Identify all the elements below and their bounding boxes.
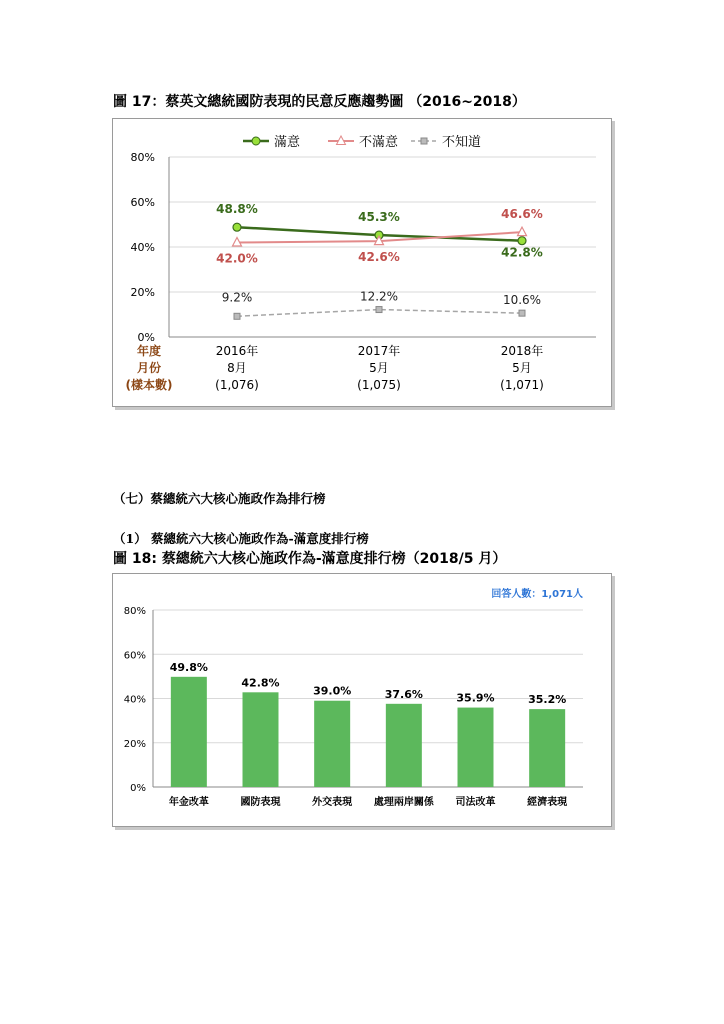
respondents-note: 回答人數：1,071人 xyxy=(491,589,583,600)
row-label: 年度 xyxy=(136,344,162,358)
row-label: 月份 xyxy=(136,361,162,375)
line-chart xyxy=(113,119,611,406)
y-tick-label: 60% xyxy=(123,650,146,662)
bar xyxy=(386,704,422,787)
bar-value-label: 42.8% xyxy=(241,676,280,690)
bar-chart xyxy=(113,574,611,826)
y-tick-label: 80% xyxy=(130,151,155,164)
data-label: 42.6% xyxy=(358,250,400,265)
category-label: 司法改革 xyxy=(455,797,496,808)
data-label: 10.6% xyxy=(502,293,542,308)
data-label: 42.0% xyxy=(216,251,258,266)
y-tick-label: 40% xyxy=(130,241,155,254)
x-tick-label: (1,071) xyxy=(500,378,544,392)
x-tick-label: 5月 xyxy=(512,361,532,375)
point-unknown xyxy=(519,310,525,316)
point-satisfied xyxy=(233,223,241,231)
category-label: 外交表現 xyxy=(312,797,353,808)
y-tick-label: 40% xyxy=(123,694,146,706)
figure-17-title: 圖 17：蔡英文總統國防表現的民意反應趨勢圖 （2016~2018） xyxy=(113,94,526,110)
x-tick-label: (1,076) xyxy=(215,378,259,392)
category-label: 年金改革 xyxy=(168,797,209,808)
bar-value-label: 35.9% xyxy=(456,691,495,705)
row-label: (樣本數) xyxy=(125,378,173,392)
category-label: 處理兩岸關係 xyxy=(373,797,434,808)
data-label: 12.2% xyxy=(359,289,399,304)
legend-marker xyxy=(421,138,427,144)
legend-label: 滿意 xyxy=(274,135,301,150)
x-tick-label: (1,075) xyxy=(357,378,401,392)
x-tick-label: 8月 xyxy=(227,361,247,375)
data-label: 48.8% xyxy=(216,202,258,217)
legend-marker xyxy=(252,137,260,145)
bar-value-label: 35.2% xyxy=(528,693,567,707)
bar-value-label: 37.6% xyxy=(384,687,423,701)
x-tick-label: 2017年 xyxy=(357,344,401,358)
section-heading: （七）蔡總統六大核心施政作為排行榜 xyxy=(113,491,326,506)
legend-label: 不知道 xyxy=(442,135,482,150)
y-tick-label: 80% xyxy=(123,606,146,617)
category-label: 國防表現 xyxy=(240,797,281,808)
point-satisfied xyxy=(518,237,526,245)
bar-value-label: 39.0% xyxy=(313,684,352,698)
x-tick-label: 5月 xyxy=(369,361,389,375)
y-tick-label: 0% xyxy=(130,783,146,794)
x-tick-label: 2018年 xyxy=(500,344,544,358)
bar xyxy=(171,677,207,787)
figure-18-title: 圖 18: 蔡總統六大核心施政作為-滿意度排行榜（2018/5 月） xyxy=(113,551,507,567)
point-unknown xyxy=(234,313,240,319)
y-tick-label: 20% xyxy=(123,738,146,750)
bar xyxy=(529,709,565,787)
data-label: 46.6% xyxy=(501,207,543,222)
data-label: 9.2% xyxy=(221,290,253,305)
bar xyxy=(458,708,494,787)
bar-value-label: 49.8% xyxy=(169,660,208,674)
legend-label: 不滿意 xyxy=(359,135,399,150)
point-unknown xyxy=(376,307,382,313)
figure-18-frame xyxy=(112,573,612,827)
data-label: 45.3% xyxy=(358,210,400,225)
y-tick-label: 20% xyxy=(130,286,155,299)
bar xyxy=(314,701,350,787)
figure-17-frame xyxy=(112,118,612,407)
subsection-heading: （1） 蔡總統六大核心施政作為-滿意度排行榜 xyxy=(113,531,369,546)
y-tick-label: 60% xyxy=(130,196,155,209)
category-label: 經濟表現 xyxy=(527,797,568,808)
bar xyxy=(243,692,279,787)
x-tick-label: 2016年 xyxy=(215,344,259,358)
data-label: 42.8% xyxy=(501,245,543,260)
y-tick-label: 0% xyxy=(137,331,155,344)
